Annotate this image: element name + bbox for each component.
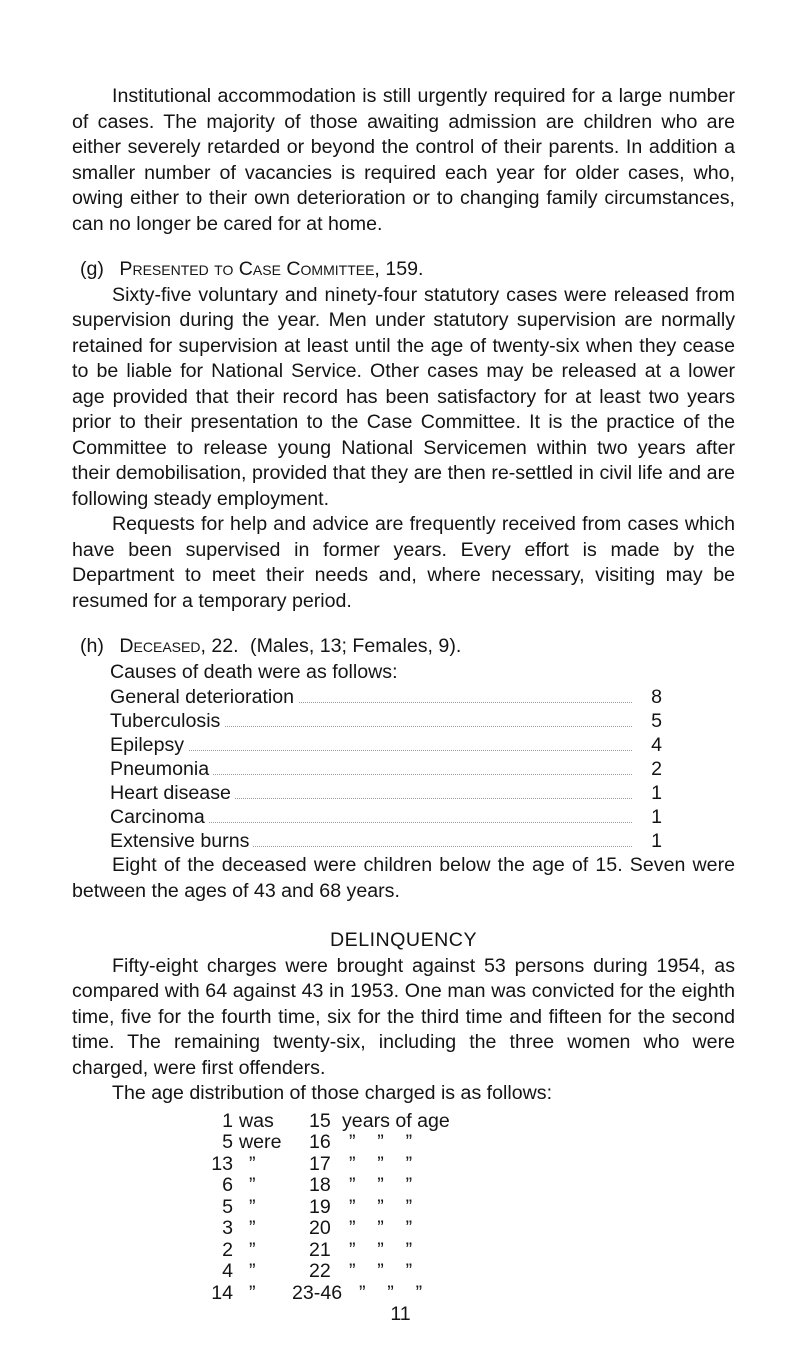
- age-verb: ”: [249, 1238, 256, 1261]
- age-row: [72, 1152, 735, 1174]
- cause-row: [110, 829, 662, 853]
- cause-name: Epilepsy: [110, 733, 188, 759]
- cause-count: 1: [651, 806, 662, 828]
- cause-row: [110, 781, 662, 805]
- age-count: 6: [222, 1174, 233, 1196]
- paragraph-delinquency: Fifty-eight charges were brought against 53 persons during 1954, as compared with 64 against 43 in 1953. One man was convicted for the eighth time, five for the fourth time, six for the third time and fifteen for the second time. The remaining twenty-six, including the three women who were charged, were first offenders.: [72, 954, 735, 1079]
- age-verb: was: [239, 1109, 274, 1132]
- paragraph-released: Sixty-five voluntary and ninety-four statutory cases were released from supervision during the year. Men under statutory supervision are normally retained for supervision at least until the age of twenty-six when they cease to be liable for National Service. Other cases may be released at a lower age provided that their record has been satisfactory for at least two years prior to their presentation to the Case Committee. It is the practice of the Committee to release young National Servicemen within two years after their demobilisation, provided that they are then re-settled in civil life and are following steady employment.: [72, 283, 735, 510]
- paragraph-deceased-ages: Eight of the deceased were children below the age of 15. Seven were between the ages of 43 and 68 years.: [72, 854, 735, 902]
- delinquency-heading: DELINQUENCY: [329, 929, 478, 951]
- cause-count: 5: [651, 710, 662, 732]
- age-value: 22: [309, 1260, 331, 1282]
- age-verb: ”: [249, 1152, 256, 1175]
- age-value: 23-46: [292, 1281, 343, 1304]
- section-h-heading: [72, 634, 735, 660]
- age-distribution-intro: The age distribution of those charged is as follows:: [112, 1082, 553, 1104]
- paragraph-institutional: Institutional accommodation is still urgently required for a large number of cases. The majority of those awaiting admission are children who are either severely retarded or beyond the control of their parents. In addition a smaller number of vacancies is required each year for older cases, who, owing either to their own deterioration or to changing family circumstances, can no longer be cared for at home.: [72, 85, 735, 235]
- age-row: [72, 1195, 735, 1217]
- document-page: [72, 84, 735, 1302]
- cause-name: General deterioration: [110, 685, 298, 711]
- age-row: [72, 1173, 735, 1195]
- age-count: 14: [211, 1281, 233, 1304]
- age-row: [72, 1259, 735, 1281]
- causes-intro: Causes of death were as follows:: [110, 660, 398, 683]
- age-count: 1: [222, 1109, 233, 1132]
- page-number: 11: [390, 1303, 411, 1325]
- leader-dots: [110, 750, 632, 751]
- age-suffix: ” ” ”: [349, 1260, 413, 1282]
- paragraph-requests: Requests for help and advice are frequently received from cases which have been supervised in former years. Every effort is made by the Department to meet their needs and, where necessary, visiting may be resumed for a temporary period.: [72, 513, 735, 612]
- cause-row: [110, 805, 662, 829]
- age-suffix: ” ” ”: [349, 1238, 413, 1261]
- age-row: [72, 1216, 735, 1238]
- age-count: 5: [222, 1195, 233, 1218]
- age-distribution-table: [72, 1109, 735, 1303]
- age-suffix: ” ” ”: [349, 1195, 413, 1218]
- age-count: 2: [222, 1238, 233, 1261]
- cause-row: [110, 733, 662, 757]
- cause-count: 4: [651, 734, 662, 756]
- cause-name: Heart disease: [110, 781, 235, 807]
- age-verb: ”: [249, 1281, 256, 1304]
- age-value: 20: [309, 1217, 331, 1239]
- cause-name: Extensive burns: [110, 829, 253, 855]
- section-h-subtitle: (Males, 13; Females, 9).: [250, 635, 462, 657]
- age-verb: were: [239, 1131, 282, 1153]
- section-g-letter: (g): [80, 258, 104, 280]
- age-count: 13: [211, 1152, 233, 1175]
- age-value: 15: [309, 1109, 331, 1132]
- cause-row: [110, 757, 662, 781]
- section-g-heading: [72, 257, 735, 283]
- cause-count: 1: [651, 782, 662, 804]
- age-verb: ”: [249, 1174, 256, 1196]
- section-h-letter: (h): [80, 635, 104, 657]
- age-value: 18: [309, 1174, 331, 1196]
- cause-name: Tuberculosis: [110, 709, 224, 735]
- age-value: 16: [309, 1131, 331, 1153]
- age-suffix: years of age: [342, 1109, 450, 1132]
- age-suffix: ” ” ”: [359, 1281, 423, 1304]
- age-value: 17: [309, 1152, 331, 1175]
- cause-row: [110, 709, 662, 733]
- age-verb: ”: [249, 1217, 256, 1239]
- age-value: 19: [309, 1195, 331, 1218]
- age-row: [72, 1238, 735, 1260]
- cause-row: [110, 685, 662, 709]
- age-row: [72, 1109, 735, 1131]
- section-g-title: Presented to Case Committee, 159.: [119, 258, 424, 280]
- age-row: [72, 1281, 735, 1303]
- age-suffix: ” ” ”: [349, 1174, 413, 1196]
- age-count: 3: [222, 1217, 233, 1239]
- causes-list: [72, 685, 735, 853]
- cause-name: Carcinoma: [110, 805, 209, 831]
- age-value: 21: [309, 1238, 331, 1261]
- age-count: 5: [222, 1131, 233, 1153]
- cause-count: 1: [651, 830, 662, 852]
- age-row: [72, 1130, 735, 1152]
- age-suffix: ” ” ”: [349, 1217, 413, 1239]
- age-verb: ”: [249, 1260, 256, 1282]
- section-h-title: Deceased, 22.: [119, 635, 239, 657]
- cause-count: 2: [651, 758, 662, 780]
- cause-count: 8: [651, 686, 662, 708]
- age-suffix: ” ” ”: [349, 1152, 413, 1175]
- age-count: 4: [222, 1260, 233, 1282]
- age-suffix: ” ” ”: [349, 1131, 413, 1153]
- age-verb: ”: [249, 1195, 256, 1218]
- cause-name: Pneumonia: [110, 757, 213, 783]
